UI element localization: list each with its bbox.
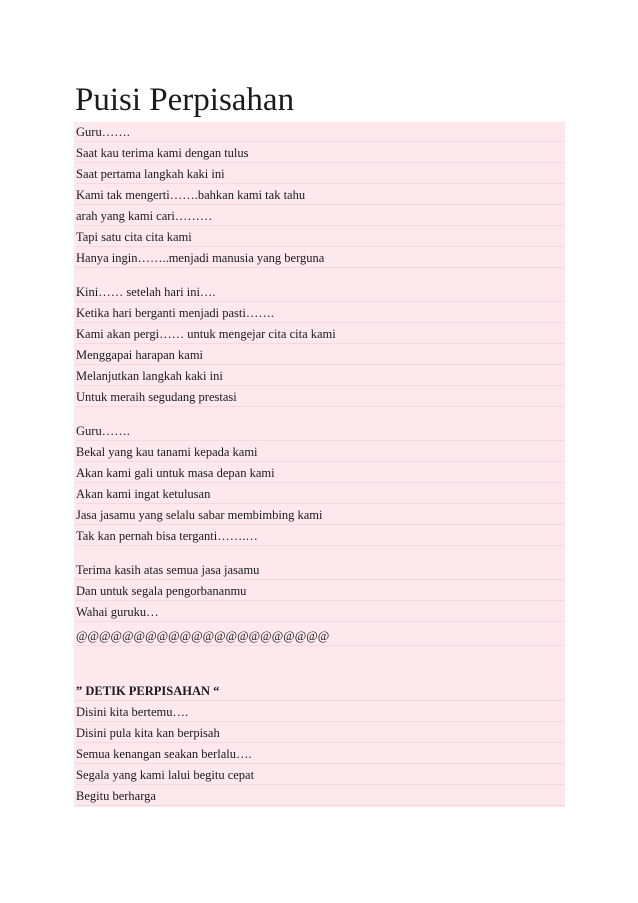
poem-line: Kami tak mengerti…….bahkan kami tak tahu [76, 185, 565, 205]
poem-line: Semua kenangan seakan berlalu…. [76, 744, 565, 764]
poem-line: Dan untuk segala pengorbananmu [76, 581, 565, 601]
poem-line: Segala yang kami lalui begitu cepat [76, 765, 565, 785]
poem-block [74, 122, 565, 807]
page-title: Puisi Perpisahan [75, 82, 295, 118]
poem-line: Bekal yang kau tanami kepada kami [76, 442, 565, 462]
poem-line: Terima kasih atas semua jasa jasamu [76, 560, 565, 580]
poem-line: Menggapai harapan kami [76, 345, 565, 365]
poem-line: Saat kau terima kami dengan tulus [76, 143, 565, 163]
poem-line: Guru……. [76, 122, 565, 142]
poem-line: Disini pula kita kan berpisah [76, 723, 565, 743]
poem-line: Ketika hari berganti menjadi pasti……. [76, 303, 565, 323]
poem-line: Hanya ingin……..menjadi manusia yang berguna [76, 248, 565, 268]
poem-line: Akan kami ingat ketulusan [76, 484, 565, 504]
poem-line: Tak kan pernah bisa terganti…….… [76, 526, 565, 546]
poem-line: Untuk meraih segudang prestasi [76, 387, 565, 407]
poem-line: Melanjutkan langkah kaki ini [76, 366, 565, 386]
poem-line: Kami akan pergi…… untuk mengejar cita cita kami [76, 324, 565, 344]
separator-line: @@@@@@@@@@@@@@@@@@@@@@ [76, 626, 565, 646]
poem-line: Guru……. [76, 421, 565, 441]
poem-line: Saat pertama langkah kaki ini [76, 164, 565, 184]
poem-line: Begitu berharga [76, 786, 565, 806]
poem-line: Akan kami gali untuk masa depan kami [76, 463, 565, 483]
poem-line: Disini kita bertemu…. [76, 702, 565, 722]
poem-line: Wahai guruku… [76, 602, 565, 622]
poem-line: Kini…… setelah hari ini…. [76, 282, 565, 302]
poem-line: Tapi satu cita cita kami [76, 227, 565, 247]
poem-line: Jasa jasamu yang selalu sabar membimbing kami [76, 505, 565, 525]
poem-line: arah yang kami cari……… [76, 206, 565, 226]
poem-subtitle: ” DETIK PERPISAHAN “ [76, 681, 565, 701]
